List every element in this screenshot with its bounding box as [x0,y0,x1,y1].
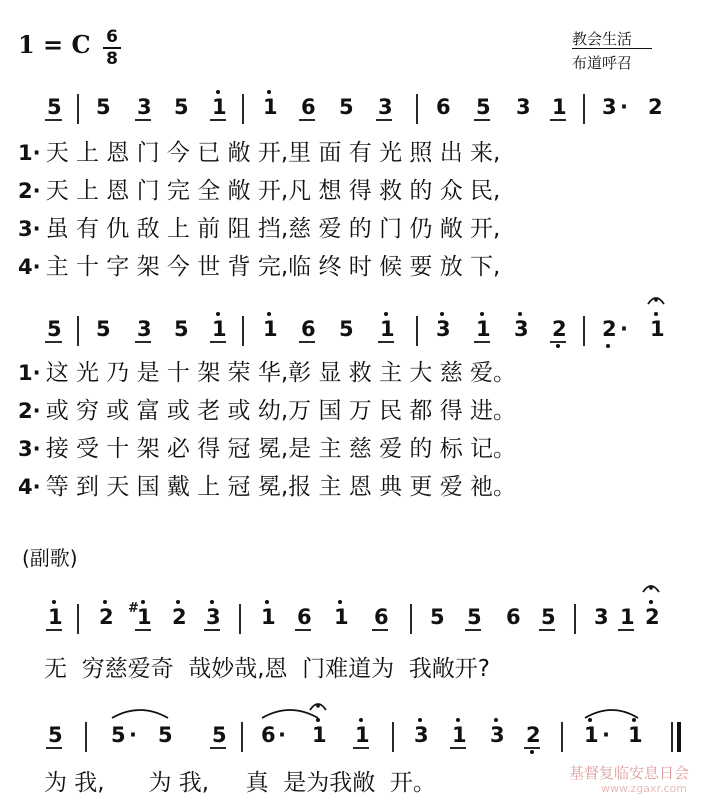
verse-text: 等 到 天 国 戴 上 冠 冕,报 主 恩 典 更 爱 祂。 [45,474,517,500]
verse-line [18,392,698,430]
svg-text:1: 1 [212,317,227,341]
svg-text:5: 5 [96,317,111,341]
svg-text:2: 2 [99,605,114,629]
svg-text:1: 1 [334,605,349,629]
watermark-url: www.zgaxr.com [601,782,687,795]
svg-text:3: 3 [490,723,505,747]
verse-number: 1· [18,361,41,385]
svg-text:3: 3 [137,95,152,119]
verse-line [18,430,698,468]
svg-text:5: 5 [47,95,62,119]
chorus-lyric-2: 为 我, 为 我, 真 是为我敞 开。 [44,770,436,796]
svg-text:5: 5 [48,723,63,747]
svg-text:5: 5 [541,605,556,629]
svg-text:2: 2 [648,95,663,119]
credit-category: 布道呼召 [572,54,633,72]
verse-text: 或 穷 或 富 或 老 或 幼,万 国 万 民 都 得 进。 [45,398,517,424]
svg-text:1: 1 [263,317,278,341]
verse-number: 4· [18,475,41,499]
svg-text:6: 6 [374,605,389,629]
verse-block-1 [18,134,698,286]
verse-line [18,134,698,172]
svg-text:·: · [278,723,286,747]
svg-text:2: 2 [602,317,617,341]
svg-text:1: 1 [584,723,599,747]
svg-text:1: 1 [452,723,467,747]
verse-number: 2· [18,399,41,423]
watermark: 基督复临安息日会 [568,764,689,782]
time-signature-bottom: 8 [106,49,118,69]
svg-text:5: 5 [111,723,126,747]
svg-text:6: 6 [261,723,276,747]
verse-number: 1· [18,141,41,165]
svg-text:1: 1 [476,317,491,341]
svg-text:·: · [129,723,137,747]
svg-text:6: 6 [301,317,316,341]
svg-text:3: 3 [516,95,531,119]
svg-text:1: 1 [552,95,567,119]
svg-text:3: 3 [602,95,617,119]
chorus-lyric-1: 无 穷慈爱奇 哉妙哉,恩 门难道为 我敞开? [44,656,491,682]
verse-number: 3· [18,217,41,241]
svg-text:#: # [128,601,139,616]
chorus-title: (副歌) [22,546,78,570]
credit-source: 教会生活 [572,30,633,48]
verse-text: 接 受 十 架 必 得 冠 冕,是 主 慈 爱 的 标 记。 [45,436,517,462]
svg-text:1: 1 [263,95,278,119]
verse-line [18,354,698,392]
svg-text:1: 1 [380,317,395,341]
svg-text:5: 5 [339,95,354,119]
svg-text:5: 5 [430,605,445,629]
verse-text: 这 光 乃 是 十 架 荣 华,彰 显 救 主 大 慈 爱。 [45,360,517,386]
svg-text:1: 1 [628,723,643,747]
svg-text:1: 1 [312,723,327,747]
svg-text:3: 3 [414,723,429,747]
verse-line [18,210,698,248]
verse-line [18,172,698,210]
svg-text:3: 3 [206,605,221,629]
svg-text:5: 5 [339,317,354,341]
svg-text:1: 1 [48,605,63,629]
verse-block-2 [18,354,698,506]
svg-text:5: 5 [467,605,482,629]
verse-number: 2· [18,179,41,203]
verse-line [18,468,698,506]
svg-text:2: 2 [526,723,541,747]
svg-text:5: 5 [212,723,227,747]
key-signature: 1 = C [18,30,91,59]
svg-text:5: 5 [96,95,111,119]
verse-line [18,248,698,286]
svg-text:5: 5 [476,95,491,119]
svg-text:5: 5 [47,317,62,341]
svg-text:3: 3 [436,317,451,341]
verse-number: 3· [18,437,41,461]
svg-text:6: 6 [301,95,316,119]
verse-text: 主 十 字 架 今 世 背 完,临 终 时 候 要 放 下, [45,254,501,280]
svg-text:1: 1 [137,605,152,629]
svg-text:2: 2 [552,317,567,341]
verse-text: 天 上 恩 门 今 已 敞 开,里 面 有 光 照 出 来, [45,140,501,166]
svg-text:1: 1 [355,723,370,747]
svg-text:1: 1 [261,605,276,629]
svg-text:5: 5 [158,723,173,747]
svg-text:·: · [602,723,610,747]
svg-text:5: 5 [174,317,189,341]
svg-text:3: 3 [137,317,152,341]
svg-text:6: 6 [506,605,521,629]
svg-text:6: 6 [297,605,312,629]
svg-text:1: 1 [620,605,635,629]
verse-text: 天 上 恩 门 完 全 敞 开,凡 想 得 救 的 众 民, [45,178,501,204]
verse-text: 虽 有 仇 敌 上 前 阻 挡,慈 爱 的 门 仍 敞 开, [45,216,501,242]
svg-text:3: 3 [514,317,529,341]
svg-text:2: 2 [645,605,660,629]
svg-text:1: 1 [650,317,665,341]
verse-number: 4· [18,255,41,279]
svg-text:·: · [620,95,628,119]
svg-text:1: 1 [212,95,227,119]
svg-text:3: 3 [378,95,393,119]
svg-text:·: · [620,317,628,341]
svg-text:2: 2 [172,605,187,629]
svg-text:5: 5 [174,95,189,119]
svg-text:6: 6 [436,95,451,119]
svg-text:3: 3 [594,605,609,629]
time-signature-top: 6 [106,27,118,47]
